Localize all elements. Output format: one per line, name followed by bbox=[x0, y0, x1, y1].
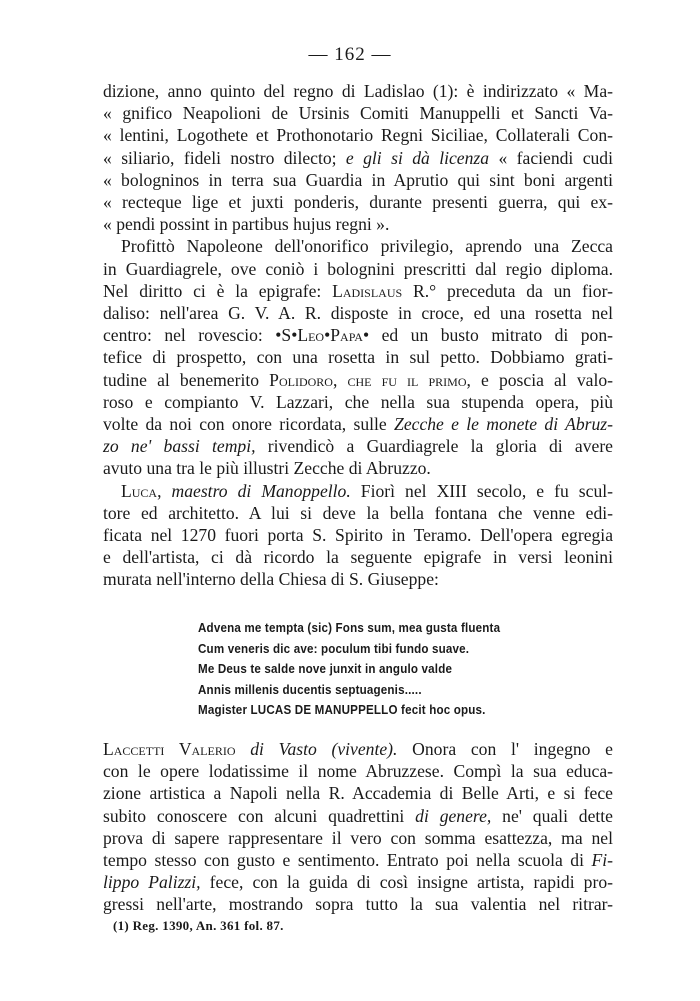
smallcaps-name: Luca, bbox=[121, 480, 162, 501]
smallcaps-name: Ladislaus R. bbox=[332, 280, 430, 301]
main-text-bottom bbox=[103, 738, 613, 916]
smallcaps-name: Polidoro, che fu il primo, bbox=[269, 369, 471, 390]
text-line: prova di sapere rappresentare il vero con somma esattezza, ma nel bbox=[103, 827, 613, 848]
inscription-line: Me Deus te salde nove junxit in angulo valde bbox=[198, 661, 453, 677]
text-segment: « siliario, fideli nostro dilecto; bbox=[103, 147, 346, 168]
text-line: tefice di prospetto, con una rosetta in sul petto. Dobbiamo grati- bbox=[103, 347, 613, 368]
italic-phrase: e gli si dà licenza bbox=[345, 147, 490, 168]
italic-phrase: di genere, bbox=[415, 805, 492, 826]
text-line: « pendi possint in partibus hujus regni ». bbox=[103, 214, 390, 235]
text-line bbox=[103, 369, 613, 391]
inscription-line: Advena me tempta (sic) Fons sum, mea gusta fluenta bbox=[198, 620, 501, 635]
text-line bbox=[103, 871, 613, 893]
italic-title: zo ne' bassi tempi, bbox=[103, 436, 256, 457]
inscription-line: Magister LUCAS DE MANUPPELLO fecit hoc opus. bbox=[198, 702, 486, 718]
text-segment: rivendicò a Guardiagrele la gloria di avere bbox=[255, 436, 613, 457]
main-text-top bbox=[103, 80, 613, 591]
text-line bbox=[103, 280, 613, 302]
text-line bbox=[103, 435, 613, 457]
italic-phrase: di Vasto (vivente). bbox=[235, 739, 398, 759]
text-line: tore ed architetto. A lui si deve la bella fontana che venne edi- bbox=[103, 502, 613, 523]
text-line: « gnifico Neapolioni de Ursinis Comiti Manuppelli et Sancti Va- bbox=[103, 103, 613, 124]
text-line: e dell'artista, ci dà ricordo la seguente epigrafe in versi leonini bbox=[103, 547, 613, 568]
italic-phrase: maestro di Manoppello. bbox=[161, 480, 351, 501]
text-line: in Guardiagrele, ove coniò i bolognini prescritti dal regio diploma. bbox=[103, 258, 613, 279]
text-segment: ed un busto mitrato di pon- bbox=[369, 325, 614, 346]
text-line bbox=[103, 413, 613, 435]
text-line bbox=[103, 147, 613, 169]
text-segment: volte da noi con onore ricordata, sulle bbox=[103, 414, 395, 435]
text-line: dizione, anno quinto del regno di Ladislao (1): è indirizzato « Ma- bbox=[103, 81, 613, 101]
text-line bbox=[103, 738, 613, 760]
text-segment: tudine al benemerito bbox=[103, 369, 270, 390]
page-number: — 162 — bbox=[308, 44, 392, 65]
text-segment: ne' quali dette bbox=[491, 805, 613, 826]
footnote: (1) Reg. 1390, An. 361 fol. 87. bbox=[113, 918, 284, 933]
inscription-line: Cum veneris dic ave: poculum tibi fundo suave. bbox=[198, 640, 470, 656]
text-segment: « faciendi cudi bbox=[489, 147, 613, 168]
italic-title: Zecche e le monete di Abruz- bbox=[394, 414, 613, 435]
text-line: con le opere lodatissime il nome Abruzzese. Compì la sua educa- bbox=[103, 761, 613, 782]
text-line: « lentini, Logothete et Prothonotario Regni Siciliae, Collaterali Con- bbox=[103, 125, 613, 146]
smallcaps-legend: •S•Leo•Papa• bbox=[275, 325, 370, 346]
inscription-line: Annis millenis ducentis septuagenis..... bbox=[198, 681, 422, 697]
italic-phrase: lippo Palizzi, bbox=[103, 872, 201, 893]
text-line: ficata nel 1270 fuori porta S. Spirito in Teramo. Dell'opera egregia bbox=[103, 525, 613, 546]
text-line: gressi nell'arte, mostrando sopra tutto la sua valentia nel ritrar- bbox=[103, 894, 613, 915]
text-line: daliso: nell'area G. V. A. R. disposte in croce, ed una rosetta nel bbox=[103, 303, 613, 324]
text-segment: Nel diritto ci è la epigrafe: bbox=[103, 280, 333, 301]
text-segment: centro: nel rovescio: bbox=[103, 325, 276, 346]
text-line: Profittò Napoleone dell'onorifico privilegio, aprendo una Zecca bbox=[121, 236, 613, 257]
text-line: « bologninos in terra sua Guardia in Aprutio qui sint boni argenti bbox=[103, 169, 613, 190]
smallcaps-name: Laccetti Valerio bbox=[103, 739, 236, 759]
text-line bbox=[103, 805, 613, 827]
text-segment: fece, con la guida di così insigne artista, rapidi pro- bbox=[200, 872, 613, 893]
text-line: zione artistica a Napoli nella R. Accademia di Belle Arti, e si fece bbox=[103, 783, 613, 804]
text-segment: Onora con l' ingegno e bbox=[397, 739, 613, 759]
text-line bbox=[103, 480, 613, 502]
text-segment: Fiorì nel XIII secolo, e fu scul- bbox=[350, 480, 614, 501]
italic-phrase: Fi- bbox=[591, 850, 613, 871]
text-segment: subito conoscere con alcuni quadrettini bbox=[103, 805, 416, 826]
text-line bbox=[103, 849, 613, 871]
text-line: murata nell'interno della Chiesa di S. Giuseppe: bbox=[103, 569, 439, 590]
text-line bbox=[103, 324, 613, 346]
text-segment: e poscia al valo- bbox=[470, 369, 613, 390]
text-line: avuto una tra le più illustri Zecche di Abruzzo. bbox=[103, 458, 431, 479]
text-segment: tempo stesso con gusto e sentimento. Entrato poi nella scuola di bbox=[103, 850, 592, 871]
text-segment: ° preceduta da un fior- bbox=[429, 280, 613, 301]
text-line: roso e compianto V. Lazzari, che nella sua stupenda opera, più bbox=[103, 391, 613, 412]
inscription-block bbox=[198, 618, 568, 721]
text-line: « recteque lige et juxti ponderis, durante presenti guerra, qui ex- bbox=[103, 192, 613, 213]
